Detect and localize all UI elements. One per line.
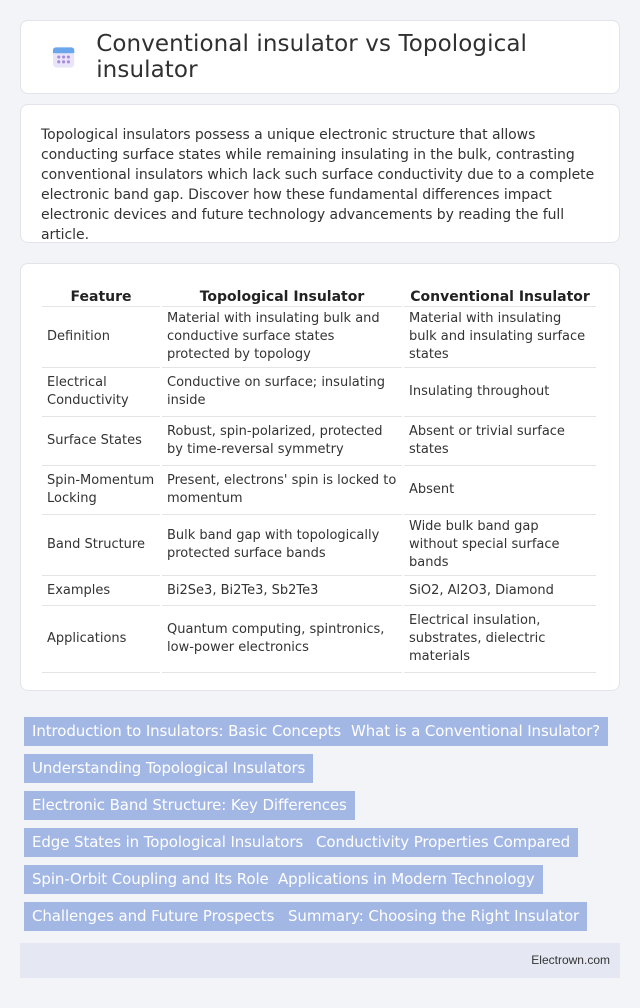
feature-cell: Applications (42, 606, 160, 673)
column-header: Conventional Insulator (404, 285, 596, 307)
topic-tag[interactable]: Challenges and Future Prospects (24, 902, 282, 931)
topological-cell: Bulk band gap with topologically protected surface bands (162, 515, 402, 576)
conventional-cell: Absent or trivial surface states (404, 417, 596, 466)
column-header: Feature (42, 285, 160, 307)
conventional-cell: Electrical insulation, substrates, dielectric materials (404, 606, 596, 673)
feature-cell: Examples (42, 576, 160, 606)
topological-cell: Present, electrons' spin is locked to momentum (162, 466, 402, 515)
topological-cell: Quantum computing, spintronics, low-power electronics (162, 606, 402, 673)
topic-tag[interactable]: Applications in Modern Technology (270, 865, 543, 894)
footer (20, 943, 620, 978)
table-row (42, 606, 596, 673)
topological-cell: Robust, spin-polarized, protected by time-reversal symmetry (162, 417, 402, 466)
footer-site-link[interactable]: Electrown.com (531, 953, 610, 967)
comparison-table-card (20, 263, 620, 691)
header-card (20, 20, 620, 94)
calendar-grid-icon (51, 44, 76, 70)
topic-tag[interactable]: Understanding Topological Insulators (24, 754, 313, 783)
feature-cell: Definition (42, 307, 160, 368)
table-row (42, 576, 596, 606)
conventional-cell: Wide bulk band gap without special surface bands (404, 515, 596, 576)
topic-tag[interactable]: Spin-Orbit Coupling and Its Role (24, 865, 277, 894)
comparison-table (40, 285, 598, 673)
conventional-cell: Absent (404, 466, 596, 515)
intro-card (20, 104, 620, 243)
topic-tag[interactable]: Electronic Band Structure: Key Differences (24, 791, 355, 820)
table-header-row (42, 285, 596, 307)
topological-cell: Material with insulating bulk and conductive surface states protected by topology (162, 307, 402, 368)
table-row (42, 466, 596, 515)
feature-cell: Surface States (42, 417, 160, 466)
table-row (42, 368, 596, 417)
feature-cell: Spin-Momentum Locking (42, 466, 160, 515)
table-row (42, 307, 596, 368)
topic-tag[interactable]: Conductivity Properties Compared (308, 828, 578, 857)
topological-cell: Bi2Se3, Bi2Te3, Sb2Te3 (162, 576, 402, 606)
feature-cell: Electrical Conductivity (42, 368, 160, 417)
page-title: Conventional insulator vs Topological insulator (96, 31, 528, 83)
topic-tag[interactable]: Introduction to Insulators: Basic Concepts (24, 717, 349, 746)
intro-text: Topological insulators possess a unique electronic structure that allows conducting surface states while remaining insulating in the bulk, contrasting conventional insulators which lack such surface conductivity due to a complete electronic band gap. Discover how these fundamental differences impact electronic devices and future technology advancements by reading the full article. (41, 127, 595, 243)
table-row (42, 417, 596, 466)
topic-tag[interactable]: Summary: Choosing the Right Insulator (280, 902, 587, 931)
feature-cell: Band Structure (42, 515, 160, 576)
conventional-cell: Insulating throughout (404, 368, 596, 417)
conventional-cell: Material with insulating bulk and insulating surface states (404, 307, 596, 368)
topic-tag[interactable]: What is a Conventional Insulator? (343, 717, 608, 746)
topological-cell: Conductive on surface; insulating inside (162, 368, 402, 417)
column-header: Topological Insulator (162, 285, 402, 307)
table-row (42, 515, 596, 576)
topic-tag[interactable]: Edge States in Topological Insulators (24, 828, 311, 857)
conventional-cell: SiO2, Al2O3, Diamond (404, 576, 596, 606)
